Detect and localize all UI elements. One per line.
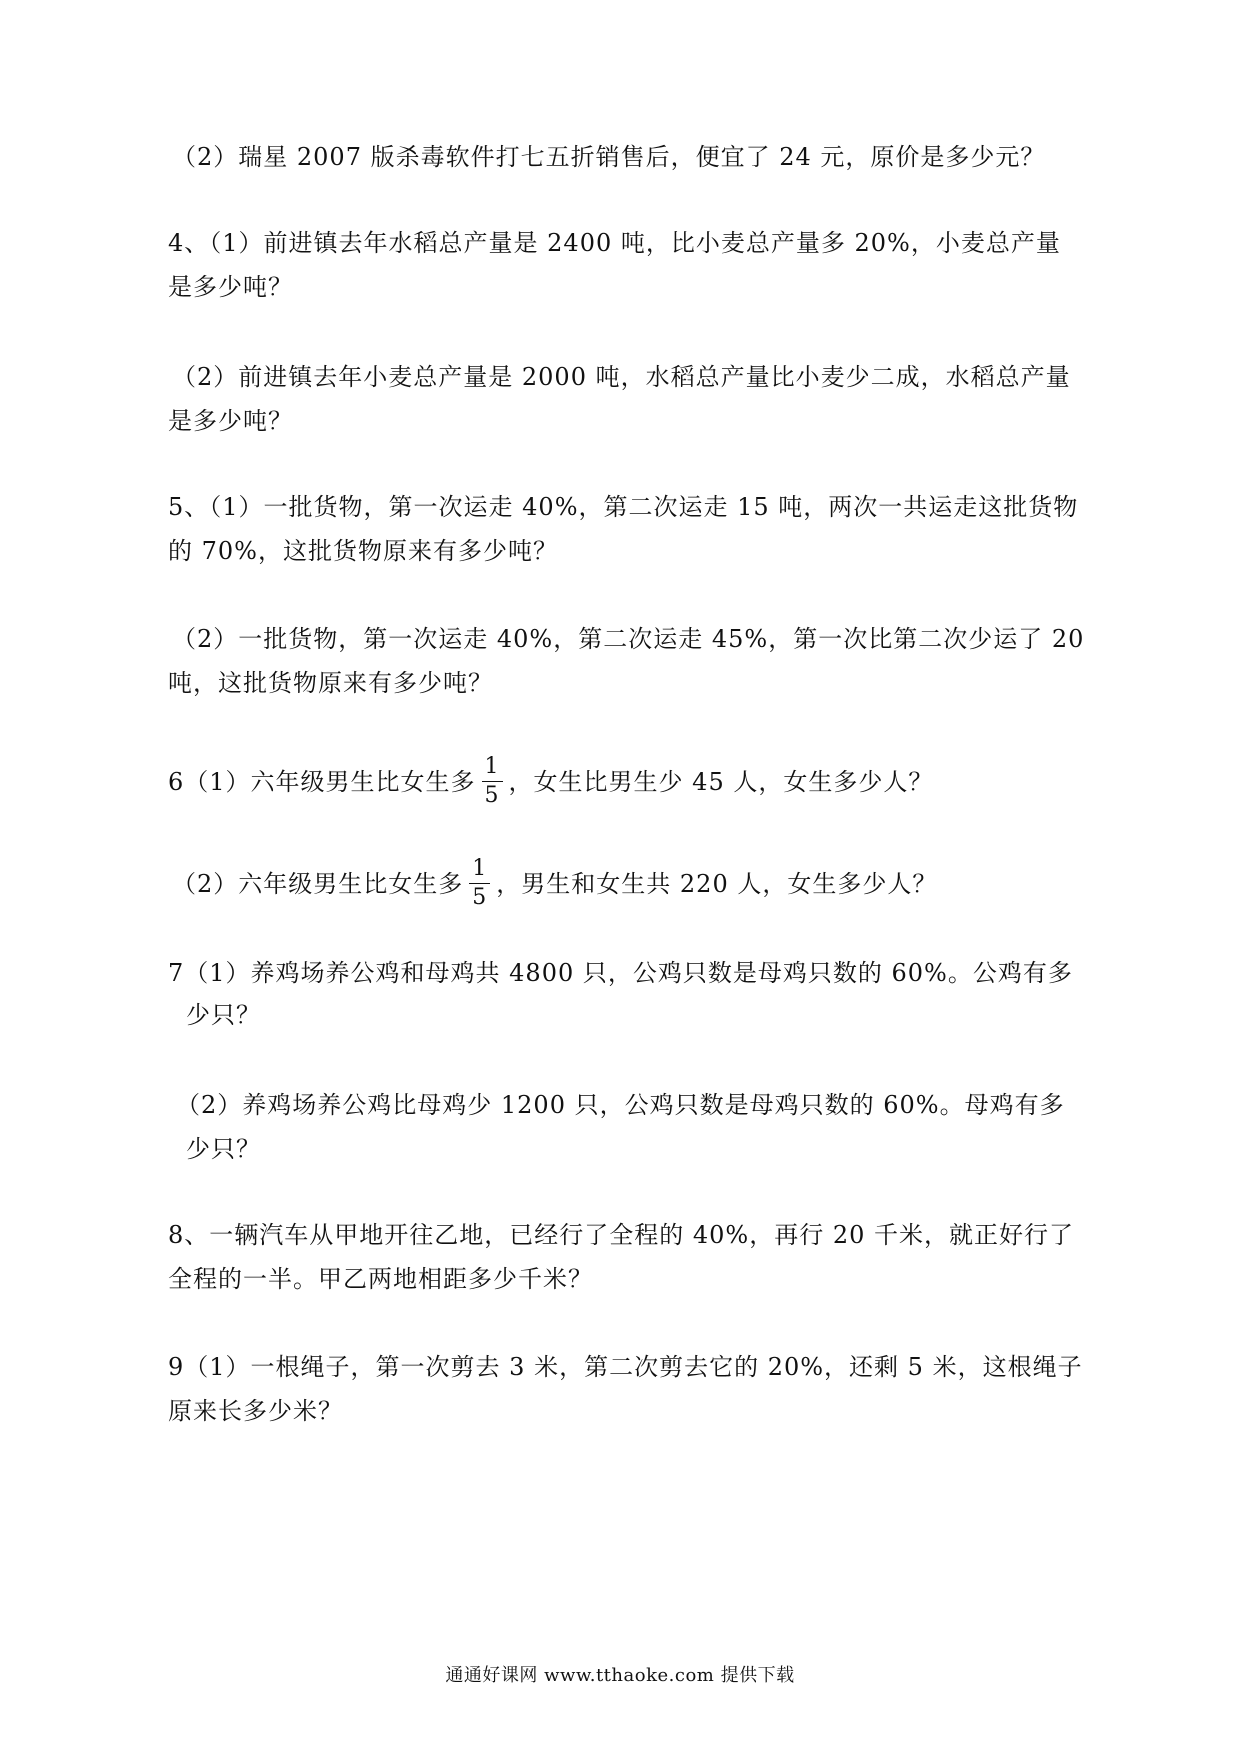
question-4-1-line-2: 是多少吨？ <box>168 273 293 301</box>
fraction-denominator: 5 <box>472 885 488 910</box>
question-7-2-line-2: 少只？ <box>186 1135 261 1163</box>
question-4-2-line-2: 是多少吨？ <box>168 407 293 435</box>
question-9-1-line-1: 9（1）一根绳子，第一次剪去 3 米，第二次剪去它的 20%，还剩 5 米，这根绳子 <box>168 1353 1083 1381</box>
question-7-2-line-1: （2）养鸡场养公鸡比母鸡少 1200 只，公鸡只数是母鸡只数的 60%。母鸡有多 <box>176 1091 1065 1119</box>
question-7-1-line-2: 少只？ <box>186 1001 261 1029</box>
question-6-2 <box>172 856 938 911</box>
fraction-one-fifth <box>469 858 490 909</box>
question-5-2-line-2: 吨，这批货物原来有多少吨？ <box>168 669 493 697</box>
fraction-denominator: 5 <box>484 783 500 808</box>
question-3-2: （2）瑞星 2007 版杀毒软件打七五折销售后，便宜了 24 元，原价是多少元？ <box>172 143 1046 171</box>
question-6-1 <box>168 754 934 809</box>
question-7-1-line-1: 7（1）养鸡场养公鸡和母鸡共 4800 只，公鸡只数是母鸡只数的 60%。公鸡有多 <box>168 959 1073 987</box>
question-5-1-line-1: 5、（1）一批货物，第一次运走 40%，第二次运走 15 吨，两次一共运走这批货物 <box>168 493 1079 521</box>
question-8-line-2: 全程的一半。甲乙两地相距多少千米？ <box>168 1265 593 1293</box>
question-6-2-text-end: ，男生和女生共 220 人，女生多少人？ <box>496 870 938 898</box>
fraction-one-fifth <box>482 756 503 807</box>
question-8-line-1: 8、一辆汽车从甲地开往乙地，已经行了全程的 40%，再行 20 千米，就正好行了 <box>168 1221 1075 1249</box>
question-5-1-line-2: 的 70%，这批货物原来有多少吨？ <box>168 537 558 565</box>
question-6-1-text-end: ，女生比男生少 45 人，女生多少人？ <box>508 768 934 796</box>
question-6-1-text-start: 6（1）六年级男生比女生多 <box>168 768 476 796</box>
fraction-numerator: 1 <box>482 756 503 782</box>
fraction-numerator: 1 <box>469 858 490 884</box>
question-4-2-line-1: （2）前进镇去年小麦总产量是 2000 吨，水稻总产量比小麦少二成，水稻总产量 <box>172 363 1071 391</box>
question-5-2-line-1: （2）一批货物，第一次运走 40%，第二次运走 45%，第一次比第二次少运了 20 <box>172 625 1085 653</box>
question-4-1-line-1: 4、（1）前进镇去年水稻总产量是 2400 吨，比小麦总产量多 20%，小麦总产量 <box>168 229 1061 257</box>
question-9-1-line-2: 原来长多少米？ <box>168 1397 343 1425</box>
question-6-2-text-start: （2）六年级男生比女生多 <box>172 870 464 898</box>
page-footer: 通通好课网 www.tthaoke.com 提供下载 <box>445 1665 795 1686</box>
